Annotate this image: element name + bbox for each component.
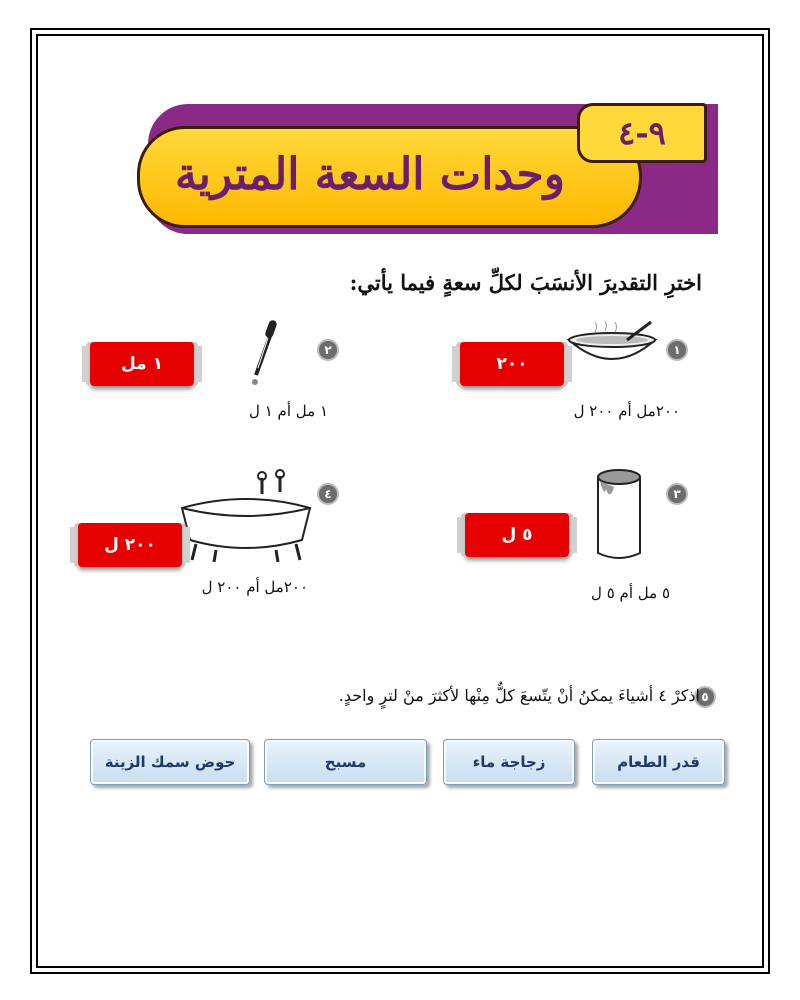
item-3-number: ٣ [666, 483, 688, 505]
item-4-answer[interactable]: ٢٠٠ ل [78, 523, 182, 567]
dropper-icon [248, 320, 278, 390]
lesson-number-tab [577, 103, 707, 163]
instruction-text: اخترِ التقديرَ الأنسَبَ لكلِّ سعةٍ فيما يأتي: [349, 270, 702, 295]
lesson-number: ٩-٤ [618, 114, 666, 152]
item-1-number: ١ [666, 339, 688, 361]
option-swimming-pool[interactable]: مسبح [264, 739, 427, 785]
item-5-number: ٥ [694, 686, 716, 708]
item-4-number: ٤ [317, 483, 339, 505]
item-3-answer[interactable]: ٥ ل [465, 513, 569, 557]
item-1-answer[interactable]: ٢٠٠ [460, 342, 564, 386]
option-aquarium[interactable]: حوض سمك الزينة [90, 739, 250, 785]
item-2-choices: ١ مل أم ١ ل [249, 402, 328, 420]
item-1-choices: ٢٠٠مل أم ٢٠٠ ل [573, 402, 680, 420]
paint-can-icon [594, 467, 644, 563]
item-4-choices: ٢٠٠مل أم ٢٠٠ ل [201, 578, 308, 596]
soup-bowl-icon [565, 318, 660, 366]
item-3-choices: ٥ مل أم ٥ ل [591, 584, 670, 602]
question-5-text: اذكرْ ٤ أشياءَ يمكنُ أنْ يتّسعَ كلٌّ مِنْها لأكثرَ منْ لترٍ واحدٍ. [338, 686, 700, 705]
item-2-number: ٢ [317, 339, 339, 361]
bathtub-icon [176, 468, 316, 568]
item-2-answer[interactable]: ١ مل [90, 342, 194, 386]
page-title: وحدات السعة المترية [175, 148, 565, 200]
option-cooking-pot[interactable]: قدر الطعام [592, 739, 725, 785]
option-water-bottle[interactable]: زجاجة ماء [443, 739, 575, 785]
